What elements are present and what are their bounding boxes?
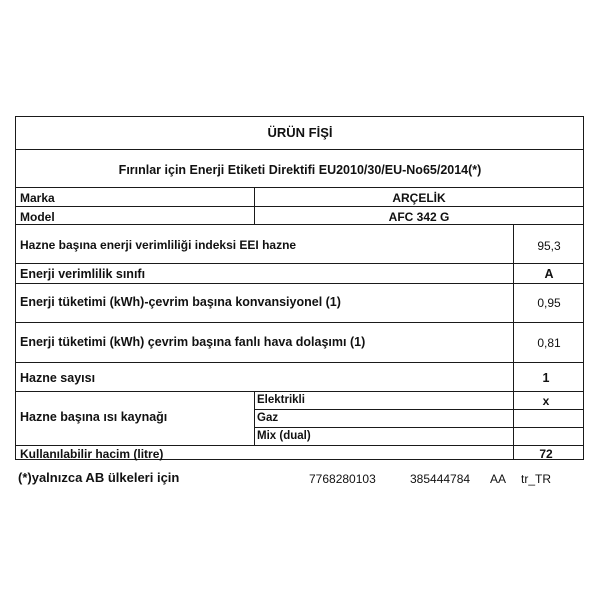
row-divider <box>16 263 583 264</box>
column-divider <box>254 391 255 445</box>
cavities-label: Hazne sayısı <box>20 371 96 385</box>
heat-source-label: Hazne başına ısı kaynağı <box>20 410 168 424</box>
row-divider <box>16 283 583 284</box>
footer-code-1: 7768280103 <box>309 472 376 486</box>
consumption-fan-label: Enerji tüketimi (kWh) çevrim başına fanlı hava dolaşımı (1) <box>20 335 366 349</box>
fiche-subtitle: Fırınlar için Enerji Etiketi Direktifi EU2010/30/EU-No65/2014(*) <box>118 163 482 177</box>
column-divider <box>513 224 514 459</box>
row-divider <box>16 149 583 150</box>
footer-locale: tr_TR <box>521 472 551 486</box>
consumption-fan-value: 0,81 <box>537 336 561 350</box>
column-divider <box>254 187 255 224</box>
consumption-conventional-label: Enerji tüketimi (kWh)-çevrim başına konvansiyonel (1) <box>20 295 341 309</box>
brand-value: ARÇELİK <box>392 191 446 205</box>
footer-revision: AA <box>490 472 507 486</box>
eei-value: 95,3 <box>537 239 561 253</box>
heat-source-electric-value: x <box>542 394 550 408</box>
row-divider <box>16 187 583 188</box>
row-divider <box>16 391 583 392</box>
heat-source-mix-label: Mix (dual) <box>257 430 311 442</box>
row-divider <box>16 224 583 225</box>
row-divider <box>254 409 583 410</box>
volume-value: 72 <box>539 447 553 461</box>
energy-class-value: A <box>544 267 554 281</box>
row-divider <box>16 445 583 446</box>
fiche-title: ÜRÜN FİŞİ <box>267 125 333 140</box>
product-fiche-table <box>15 116 584 460</box>
footer-code-2: 385444784 <box>410 472 471 486</box>
consumption-conventional-value: 0,95 <box>537 296 561 310</box>
row-divider <box>254 427 583 428</box>
eei-label: Hazne başına enerji verimliliği indeksi EEI hazne <box>20 238 297 252</box>
cavities-value: 1 <box>542 371 550 385</box>
heat-source-gas-label: Gaz <box>257 412 279 424</box>
model-label: Model <box>20 210 55 224</box>
energy-class-label: Enerji verimlilik sınıfı <box>20 267 146 281</box>
heat-source-electric-label: Elektrikli <box>257 394 305 406</box>
brand-label: Marka <box>20 191 55 205</box>
row-divider <box>16 206 583 207</box>
volume-label: Kullanılabilir hacim (litre) <box>20 447 164 461</box>
footer-note: (*)yalnızca AB ülkeleri için <box>18 470 180 485</box>
model-value: AFC 342 G <box>388 210 450 224</box>
row-divider <box>16 362 583 363</box>
row-divider <box>16 322 583 323</box>
